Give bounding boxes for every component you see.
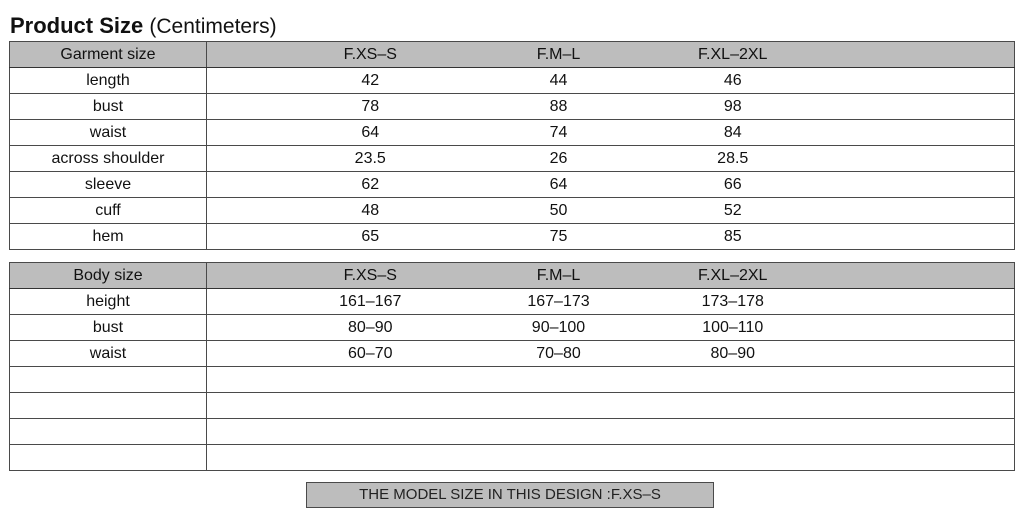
- row-label: cuff: [10, 198, 207, 224]
- value-cell: 90–100: [474, 315, 644, 341]
- row-label: waist: [10, 120, 207, 146]
- row-label: hem: [10, 224, 207, 250]
- title-unit: (Centimeters): [149, 15, 277, 38]
- table-row: [10, 198, 1015, 224]
- value-cell: 28.5: [644, 146, 1015, 172]
- body-header-label: Body size: [10, 263, 207, 289]
- value-cell: 26: [474, 146, 644, 172]
- value-cell: 66: [644, 172, 1015, 198]
- empty-cell: [207, 367, 1015, 393]
- body-header-size-3: F.XL–2XL: [644, 263, 1015, 289]
- value-cell: 84: [644, 120, 1015, 146]
- row-label: [10, 445, 207, 471]
- table-row: [10, 393, 1015, 419]
- table-row: [10, 341, 1015, 367]
- value-cell: 80–90: [207, 315, 474, 341]
- value-cell: 50: [474, 198, 644, 224]
- model-size-note: THE MODEL SIZE IN THIS DESIGN :F.XS–S: [306, 482, 714, 508]
- title-main: Product Size: [10, 13, 144, 38]
- value-cell: 85: [644, 224, 1015, 250]
- value-cell: 46: [644, 68, 1015, 94]
- table-row: [10, 172, 1015, 198]
- table-row: [10, 315, 1015, 341]
- row-label: sleeve: [10, 172, 207, 198]
- value-cell: 75: [474, 224, 644, 250]
- table-row: [10, 146, 1015, 172]
- value-cell: 173–178: [644, 289, 1015, 315]
- value-cell: 98: [644, 94, 1015, 120]
- row-label: across shoulder: [10, 146, 207, 172]
- table-row: [10, 419, 1015, 445]
- value-cell: 80–90: [644, 341, 1015, 367]
- value-cell: 62: [207, 172, 474, 198]
- value-cell: 70–80: [474, 341, 644, 367]
- garment-size-table: [9, 41, 1015, 250]
- table-row: [10, 120, 1015, 146]
- empty-cell: [207, 445, 1015, 471]
- value-cell: 74: [474, 120, 644, 146]
- row-label: [10, 393, 207, 419]
- body-header-size-1: F.XS–S: [207, 263, 474, 289]
- row-label: [10, 367, 207, 393]
- value-cell: 64: [474, 172, 644, 198]
- empty-cell: [207, 419, 1015, 445]
- table-row: [10, 367, 1015, 393]
- table-row: [10, 224, 1015, 250]
- table-row: [10, 94, 1015, 120]
- value-cell: 44: [474, 68, 644, 94]
- garment-header-size-2: F.M–L: [474, 42, 644, 68]
- row-label: [10, 419, 207, 445]
- table-row: [10, 68, 1015, 94]
- value-cell: 60–70: [207, 341, 474, 367]
- body-header-size-2: F.M–L: [474, 263, 644, 289]
- value-cell: 48: [207, 198, 474, 224]
- garment-header-size-1: F.XS–S: [207, 42, 474, 68]
- body-size-table: [9, 262, 1015, 471]
- body-header-row: [10, 263, 1015, 289]
- value-cell: 42: [207, 68, 474, 94]
- value-cell: 88: [474, 94, 644, 120]
- garment-header-row: [10, 42, 1015, 68]
- page-title: [10, 13, 277, 40]
- row-label: height: [10, 289, 207, 315]
- row-label: bust: [10, 94, 207, 120]
- row-label: bust: [10, 315, 207, 341]
- value-cell: 100–110: [644, 315, 1015, 341]
- row-label: waist: [10, 341, 207, 367]
- value-cell: 167–173: [474, 289, 644, 315]
- value-cell: 64: [207, 120, 474, 146]
- garment-header-size-3: F.XL–2XL: [644, 42, 1015, 68]
- empty-cell: [207, 393, 1015, 419]
- table-row: [10, 289, 1015, 315]
- value-cell: 52: [644, 198, 1015, 224]
- value-cell: 161–167: [207, 289, 474, 315]
- table-row: [10, 445, 1015, 471]
- value-cell: 78: [207, 94, 474, 120]
- value-cell: 23.5: [207, 146, 474, 172]
- garment-header-label: Garment size: [10, 42, 207, 68]
- value-cell: 65: [207, 224, 474, 250]
- row-label: length: [10, 68, 207, 94]
